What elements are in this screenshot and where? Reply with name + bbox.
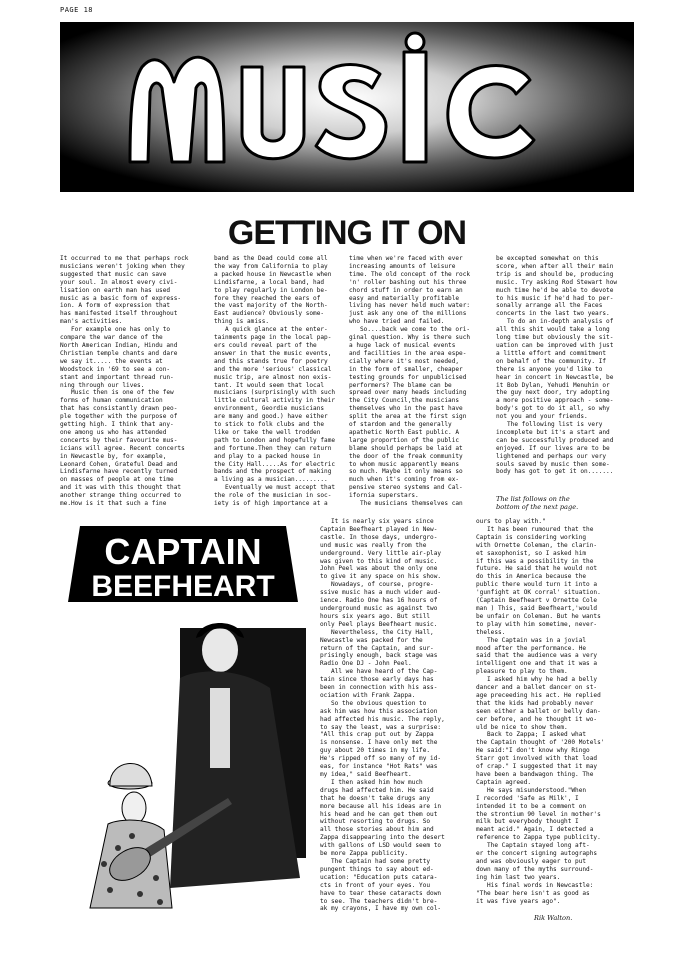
continuation-note: The list follows on the bottom of the next page. [496,495,579,511]
photo-lettering-captain: CAPTAIN [104,531,262,572]
article-column-6: ours to play with." It has been rumoured that the Captain is considering working with Ornette Coleman, the clarin- et saxophonist, so I asked him if this was a possibility in the future. He said that he would not do this in America because the public there would turn it into a 'gunfight at OK corral' situation. (Captain Beefheart v Ornette Cole man ) This, said Beefheart,'would be unfair on Coleman. But he wants to play with him sometime, never- theless. The Captain was in a jovial mood after the performance. He said that the audience was a very intelligent one and that it was a pleasure to play to them. I asked him why he had a belly dancer and a ballet dancer on st- age preceeding his act. He replied that the kids had probably never seen either a ballet or belly dan- cer before, and he thought it wo- uld be nice to show them. Back to Zappa; I asked what the Captain thought of '200 Motels' He said:"I don't know why Ringo Starr got involved with that load of crap." I suggested that it may have been a bandwagon thing. The Captain agreed. He says misunderstood."When I recorded 'Safe as Milk', I intended it to be a comment on the strontium 90 level in mother's milk but everybody thought I meant acid." Again, I detected a reference to Zappa type publicity. The Captain stayed long aft- er the concert signing autographs and was obviously eager to put down many of the myths surround- ing him last two years. His final words in Newcastle: "The bear here isn't as good as it was five years ago". [476,518,605,905]
article-column-1: It occurred to me that perhaps rock musicians weren't joking when they suggested that music can save your soul. In almost every civi- lisation on earth man has used music as a basic form of express- ion. A form of expression that has manifested itself throughout man's activities. For example one has only to compare the war dance of the North American Indian, Hindu and Christian temple chants and dare we say it..... the events at Woodstock in '69 to see a con- stant and important thread run- ning through our lives. Music then is one of the few forms of human communication that has consistantly drawn peo- ple together with the purpose of getting high. I think that any- one among us who has attended concerts by their favourite mus- icians will agree. Recent concerts in Newcastle by, for example, Leonard Cohen, Grateful Dead and Lindisfarne have recently turned on masses of people at one time and it was with this thought that another strange thing occurred to me.How is it that such a fine [60,255,189,508]
byline: Rik Walton. [534,914,573,922]
photo-lettering-beefheart: BEEFHEART [91,570,275,603]
article-column-5: It is nearly six years since Captain Beefheart played in New- castle. In those days, undergro- und music was really from the underground. Very little air-play was given to this kind of music. John Peel was about the only one to give it any space on his show. Nowadays, of course, progre- ssive music has a much wider aud- ience. Radio One has 16 hours of underground music as against two hours six years ago. But still only Peel plays Beefheart music. Nevertheless, the City Hall, Newcastle was packed for the return of the Captain, and sur- prisingly enough, back stage was Radio One DJ - John Peel. All we have heard of the Cap- tain since those early days has been in connection with his ass- ociation with Frank Zappa. So the obvious question to ask him was how this association had affected his music. The reply, to say the least, was a surprise: "All this crap put out by Zappa is nonsense. I have only met the guy about 20 times in my life. He's ripped off so many of my id- eas, for instance "Hot Rats" was my idea," said Beefheart. I then asked him how much drugs had affected him. He said that he doesn't take drugs any more because all his ideas are in his head and he can get them out without resorting to drugs. So all those stories about him and Zappa disappearing into the desert with gallons of LSD would seem to be more Zappa publicity. The Captain had some pretty pungent things to say about ed- ucation: "Education puts catara- cts in front of your eyes. You have to tear these cataracts down to see. The teachers didn't bre- ak my crayons, I have my own col- [320,518,445,913]
article-column-3: time when we're faced with ever increasing amounts of leisure time. The old concept of the rock 'n' roller bashing out his three chord stuff in order to earn an easy and materially profitable living has never held much water: just ask any one of the millions who have tried and failed. So....back we come to the ori- ginal question. Why is there such a huge lack of musical events and facilities in the area espe- cially where it's most needed, in the form of smaller, cheaper testing grounds for unpublicised performers? The blame can be spread over many heads including the City Council,the musicians themselves who in the past have split the area at the first sign of stardom and the generally apathetic North East public. A large proportion of the public blame should perhaps be laid at the door of the freak community to whom music apparently means so much. Maybe it only means so much when it's coming from ex- pensive stereo systems and Cal- ifornia superstars. The musicians themselves can [349,255,471,508]
captain-beefheart-photo [60,518,306,910]
article-column-4: be excepted somewhat on this score, when after all their main trip is and should be, producing music. Try asking Rod Stewart how much time he'd be able to devote to his music if he'd had to per- sonally arrange all the Faces concerts in the last two years. To do an in-depth analysis of all this shit would take a long long time but obviously the sit- uation can be improved with just a little effort and commitment on behalf of the community. If there is anyone you'd like to hear in concert in Newcastle, be it Bob Dylan, Yehudi Menuhin or the guy next door, try adopting a more positive approach - some- body's got to do it all, so why not you and your friends. The following list is very incomplete but it's a start and can be successfully produced and enjoyed. If our lives are to be lightened and perhaps our very souls saved by music then some- body has got to get it on....... [496,255,618,476]
page-number: PAGE 18 [60,6,94,14]
music-masthead-logo [60,22,634,192]
headline: GETTING IT ON [227,214,467,252]
article-column-2: band as the Dead could come all the way from California to play a packed house in Newcastle when Lindisfarne, a local band, had to play regularly in London be- fore they reached the ears of the vast majority of the North- East audience? Obviously some- thing is amiss. A quick glance at the enter- tainments page in the local pap- ers could reveal part of the answer in that the music events, and this stands true for poetry and the more 'serious' classical music trip, are almost non exis- tant. It would seem that local musicians (surprisingly with such little cultural activity in their environment, Geordie musicians are many and good.) have either to stick to folk clubs and the like or take the well trodden path to London and hopefully fame and fortune.Then they can return and play to a packed house in the City Hall.....As for electric bands and the prospect of making a living as a musician......... Eventually we must accept that the role of the musician in soc- iety is of high importance at a [214,255,336,508]
